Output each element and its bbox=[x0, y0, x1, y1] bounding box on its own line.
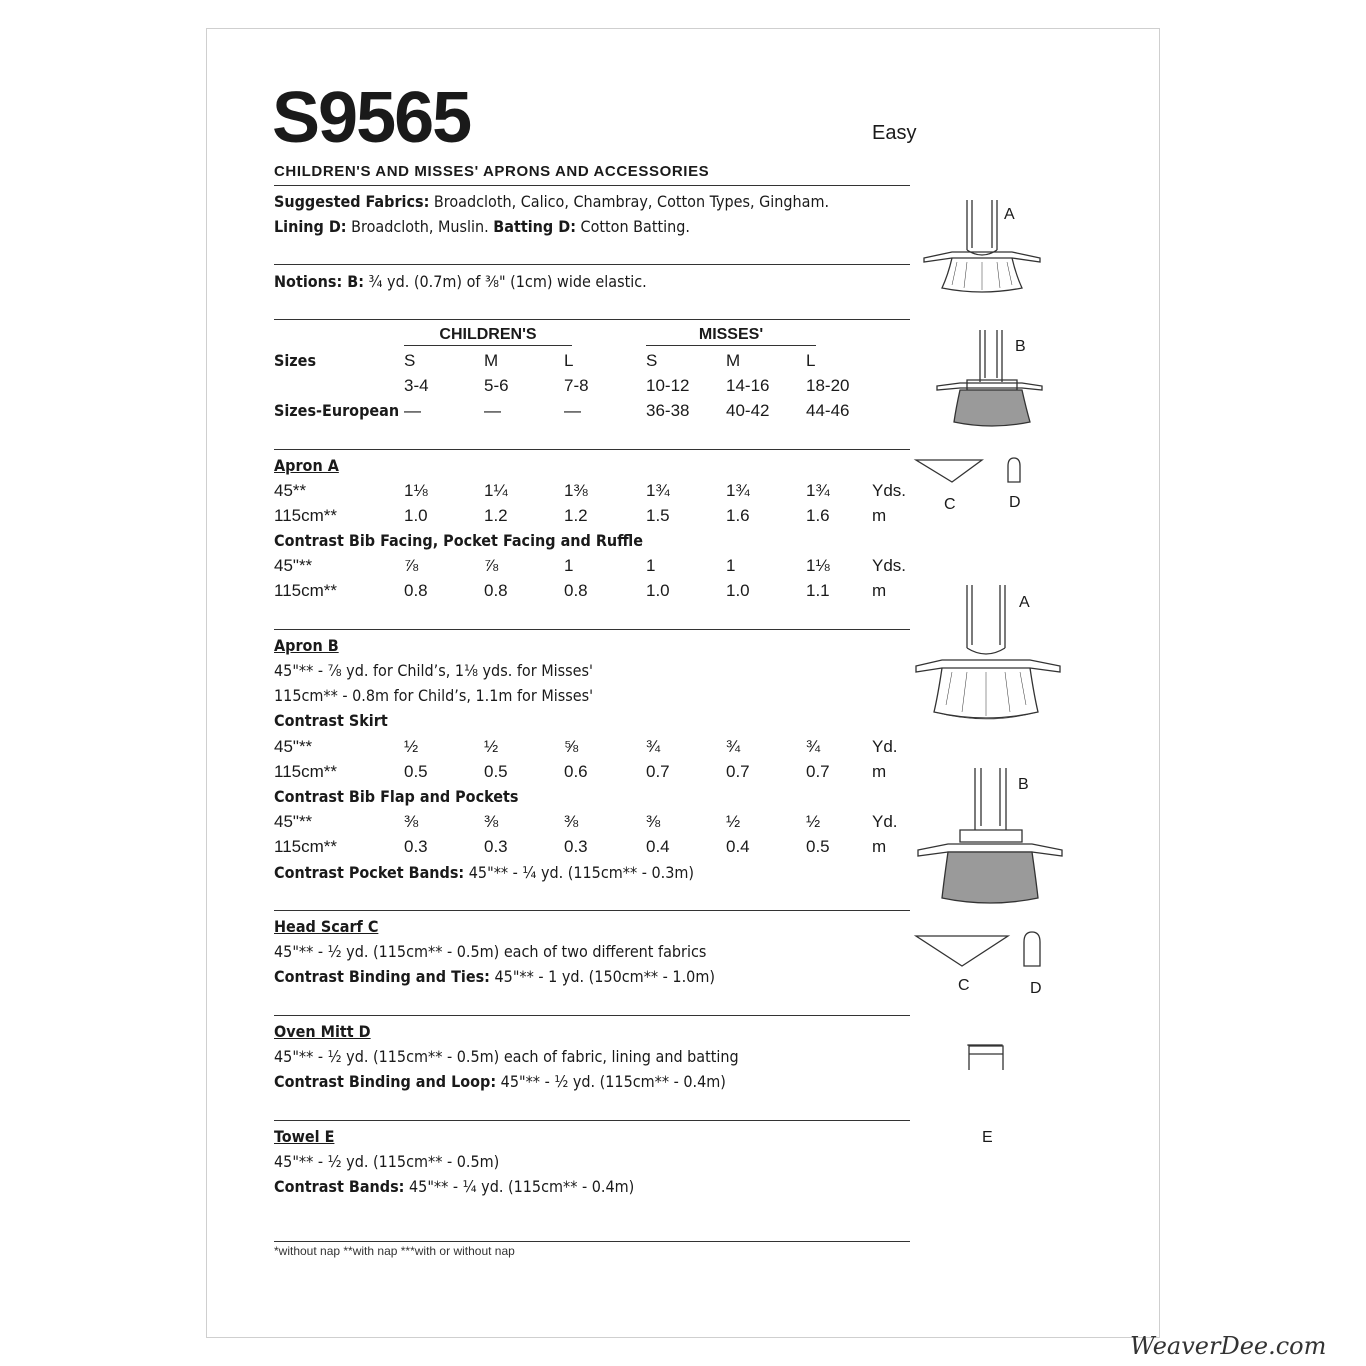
yardage-cell: ⅞ bbox=[404, 556, 419, 575]
pattern-title: CHILDREN'S AND MISSES' APRONS AND ACCESSORIES bbox=[274, 163, 710, 180]
illustration-label-b: B bbox=[1018, 776, 1029, 793]
yardage-unit: m bbox=[872, 506, 887, 525]
yardage-cell: ½ bbox=[404, 737, 419, 756]
pocket-bands-text: 45"** - ¼ yd. (115cm** - 0.3m) bbox=[468, 863, 695, 882]
yardage-cell: ⅜ bbox=[484, 812, 499, 831]
yardage-cell: 1⅛ bbox=[806, 556, 830, 575]
yardage-cell: 0.5 bbox=[806, 837, 830, 856]
head-scarf-line1: 45"** - ½ yd. (115cm** - 0.5m) each of two different fabrics bbox=[274, 942, 707, 961]
pocket-bands-label: Contrast Pocket Bands: bbox=[274, 863, 465, 882]
divider bbox=[274, 185, 910, 186]
size-european: 40-42 bbox=[726, 401, 770, 420]
yardage-cell: 0.7 bbox=[646, 762, 670, 781]
scarf-mitt-large-drawing bbox=[916, 932, 1040, 966]
yardage-cell: ¾ bbox=[646, 737, 661, 756]
footnote: *without nap **with nap ***with or without nap bbox=[274, 1244, 515, 1258]
towel-drawing bbox=[968, 1045, 1003, 1070]
yardage-cell: 0.3 bbox=[484, 837, 508, 856]
apron-b-title: Apron B bbox=[274, 636, 339, 655]
lining-batting bbox=[274, 217, 690, 237]
yardage-cell: 1¾ bbox=[646, 481, 670, 500]
yardage-cell: ½ bbox=[806, 812, 821, 831]
yardage-unit: m bbox=[872, 837, 887, 856]
yardage-cell: 0.5 bbox=[404, 762, 428, 781]
yardage-cell: 0.4 bbox=[646, 837, 670, 856]
towel-title: Towel E bbox=[274, 1127, 335, 1146]
yardage-cell: ⅞ bbox=[484, 556, 499, 575]
yardage-cell: 0.8 bbox=[484, 581, 508, 600]
yardage-row-label: 45** bbox=[274, 481, 307, 500]
divider bbox=[274, 449, 910, 450]
misses-heading: MISSES' bbox=[646, 326, 816, 346]
yardage-row-label: 115cm** bbox=[274, 506, 337, 525]
size-range: 5-6 bbox=[484, 376, 509, 395]
yardage-cell: 0.3 bbox=[564, 837, 588, 856]
illustration-label-d: D bbox=[1009, 494, 1021, 511]
scarf-mitt-small-drawing bbox=[916, 458, 1020, 482]
size-letter: S bbox=[646, 351, 658, 370]
yardage-cell: 1 bbox=[646, 556, 656, 575]
difficulty-label: Easy bbox=[872, 122, 917, 144]
yardage-cell: 1.6 bbox=[806, 506, 830, 525]
yardage-cell: 1¼ bbox=[484, 481, 508, 500]
apron-b-pocket-bands bbox=[274, 863, 694, 883]
yardage-row-label: 115cm** bbox=[274, 581, 337, 600]
yardage-cell: ⅝ bbox=[564, 737, 579, 756]
divider bbox=[274, 1241, 910, 1242]
size-european: 36-38 bbox=[646, 401, 690, 420]
sizes-label: Sizes bbox=[274, 351, 317, 370]
apron-b-large-drawing bbox=[918, 768, 1062, 903]
yardage-cell: 1.2 bbox=[564, 506, 588, 525]
yardage-cell: ¾ bbox=[806, 737, 821, 756]
head-scarf-binding-label: Contrast Binding and Ties: bbox=[274, 967, 490, 986]
towel-bands-text: 45"** - ¼ yd. (115cm** - 0.4m) bbox=[409, 1177, 635, 1196]
yardage-unit: Yds. bbox=[872, 481, 907, 500]
lining-text: Broadcloth, Muslin. bbox=[351, 217, 489, 236]
yardage-cell: 1¾ bbox=[806, 481, 830, 500]
apron-a-large-drawing bbox=[916, 585, 1060, 719]
yardage-cell: ½ bbox=[726, 812, 741, 831]
notions-label: Notions: B: bbox=[274, 272, 364, 291]
apron-b-line2: 115cm** - 0.8m for Child’s, 1.1m for Misses' bbox=[274, 686, 594, 705]
yardage-cell: 1 bbox=[564, 556, 574, 575]
yardage-cell: 0.6 bbox=[564, 762, 588, 781]
divider bbox=[274, 1015, 910, 1016]
size-range: 10-12 bbox=[646, 376, 690, 395]
yardage-row-label: 115cm** bbox=[274, 762, 337, 781]
size-range: 7-8 bbox=[564, 376, 589, 395]
yardage-row-label: 45"** bbox=[274, 737, 313, 756]
apron-b-small-drawing bbox=[937, 330, 1042, 426]
apron-a-title: Apron A bbox=[274, 456, 339, 475]
divider bbox=[274, 910, 910, 911]
oven-mitt-binding-text: 45"** - ½ yd. (115cm** - 0.4m) bbox=[500, 1072, 726, 1091]
yardage-unit: Yds. bbox=[872, 556, 907, 575]
yardage-cell: 1.2 bbox=[484, 506, 508, 525]
yardage-cell: 1.5 bbox=[646, 506, 670, 525]
yardage-cell: ⅜ bbox=[404, 812, 419, 831]
yardage-cell: 1.0 bbox=[646, 581, 670, 600]
yardage-row-label: 115cm** bbox=[274, 837, 337, 856]
size-european: — bbox=[564, 401, 581, 420]
size-letter: M bbox=[726, 351, 741, 370]
yardage-cell: ⅜ bbox=[564, 812, 579, 831]
size-letter: L bbox=[564, 351, 574, 370]
yardage-cell: 1.0 bbox=[726, 581, 750, 600]
watermark-logo: WeaverDee.com bbox=[1130, 1332, 1327, 1360]
illustration-label-e: E bbox=[982, 1129, 993, 1146]
batting-text: Cotton Batting. bbox=[580, 217, 690, 236]
apron-a-small-drawing bbox=[924, 200, 1040, 292]
yardage-cell: 1 bbox=[726, 556, 736, 575]
yardage-row-label: 45"** bbox=[274, 556, 313, 575]
yardage-cell: 1.0 bbox=[404, 506, 428, 525]
oven-mitt-title: Oven Mitt D bbox=[274, 1022, 371, 1041]
yardage-cell: ¾ bbox=[726, 737, 741, 756]
yardage-cell: 0.8 bbox=[404, 581, 428, 600]
size-letter: S bbox=[404, 351, 416, 370]
towel-bands bbox=[274, 1177, 634, 1197]
yardage-cell: 0.7 bbox=[726, 762, 750, 781]
garment-illustrations bbox=[912, 190, 1072, 1070]
pattern-number: S9565 bbox=[272, 78, 471, 158]
batting-label: Batting D: bbox=[493, 217, 576, 236]
childrens-heading: CHILDREN'S bbox=[404, 326, 572, 346]
head-scarf-binding-text: 45"** - 1 yd. (150cm** - 1.0m) bbox=[494, 967, 715, 986]
size-letter: M bbox=[484, 351, 499, 370]
size-european: — bbox=[404, 401, 421, 420]
divider bbox=[274, 319, 910, 320]
yardage-cell: 0.7 bbox=[806, 762, 830, 781]
size-range: 14-16 bbox=[726, 376, 770, 395]
yardage-unit: Yd. bbox=[872, 812, 898, 831]
illustration-label-a: A bbox=[1019, 594, 1030, 611]
size-range: 18-20 bbox=[806, 376, 850, 395]
notions bbox=[274, 272, 647, 292]
illustration-label-a: A bbox=[1004, 206, 1015, 223]
yardage-unit: Yd. bbox=[872, 737, 898, 756]
apron-b-bib-title: Contrast Bib Flap and Pockets bbox=[274, 787, 519, 806]
yardage-unit: m bbox=[872, 762, 887, 781]
yardage-cell: 1⅛ bbox=[404, 481, 428, 500]
illustration-label-c: C bbox=[958, 977, 970, 994]
size-letter: L bbox=[806, 351, 816, 370]
yardage-cell: 0.3 bbox=[404, 837, 428, 856]
head-scarf-binding bbox=[274, 967, 715, 987]
yardage-unit: m bbox=[872, 581, 887, 600]
size-european: — bbox=[484, 401, 501, 420]
suggested-fabrics-label: Suggested Fabrics: bbox=[274, 192, 430, 211]
apron-a-contrast-title: Contrast Bib Facing, Pocket Facing and Ruffle bbox=[274, 531, 644, 550]
yardage-cell: ⅜ bbox=[646, 812, 661, 831]
yardage-cell: ½ bbox=[484, 737, 499, 756]
towel-bands-label: Contrast Bands: bbox=[274, 1177, 405, 1196]
yardage-cell: 1¾ bbox=[726, 481, 750, 500]
head-scarf-title: Head Scarf C bbox=[274, 917, 379, 936]
suggested-fabrics-text: Broadcloth, Calico, Chambray, Cotton Types, Gingham. bbox=[433, 192, 830, 211]
apron-b-line1: 45"** - ⅞ yd. for Child’s, 1⅛ yds. for Misses' bbox=[274, 661, 593, 680]
notions-text: ¾ yd. (0.7m) of ⅜" (1cm) wide elastic. bbox=[368, 272, 647, 291]
oven-mitt-binding bbox=[274, 1072, 726, 1092]
oven-mitt-binding-label: Contrast Binding and Loop: bbox=[274, 1072, 497, 1091]
apron-b-skirt-title: Contrast Skirt bbox=[274, 711, 388, 730]
towel-line1: 45"** - ½ yd. (115cm** - 0.5m) bbox=[274, 1152, 500, 1171]
yardage-cell: 1⅜ bbox=[564, 481, 588, 500]
illustration-label-d: D bbox=[1030, 980, 1042, 997]
divider bbox=[274, 1120, 910, 1121]
size-european: 44-46 bbox=[806, 401, 850, 420]
size-range: 3-4 bbox=[404, 376, 429, 395]
yardage-cell: 0.8 bbox=[564, 581, 588, 600]
lining-label: Lining D: bbox=[274, 217, 347, 236]
yardage-cell: 0.4 bbox=[726, 837, 750, 856]
yardage-cell: 0.5 bbox=[484, 762, 508, 781]
suggested-fabrics bbox=[274, 192, 829, 212]
divider bbox=[274, 264, 910, 265]
illustration-label-c: C bbox=[944, 496, 956, 513]
yardage-row-label: 45"** bbox=[274, 812, 313, 831]
yardage-cell: 1.1 bbox=[806, 581, 830, 600]
divider bbox=[274, 629, 910, 630]
sizes-european-label: Sizes-European bbox=[274, 401, 400, 420]
illustration-label-b: B bbox=[1015, 338, 1026, 355]
oven-mitt-line1: 45"** - ½ yd. (115cm** - 0.5m) each of fabric, lining and batting bbox=[274, 1047, 739, 1066]
yardage-cell: 1.6 bbox=[726, 506, 750, 525]
